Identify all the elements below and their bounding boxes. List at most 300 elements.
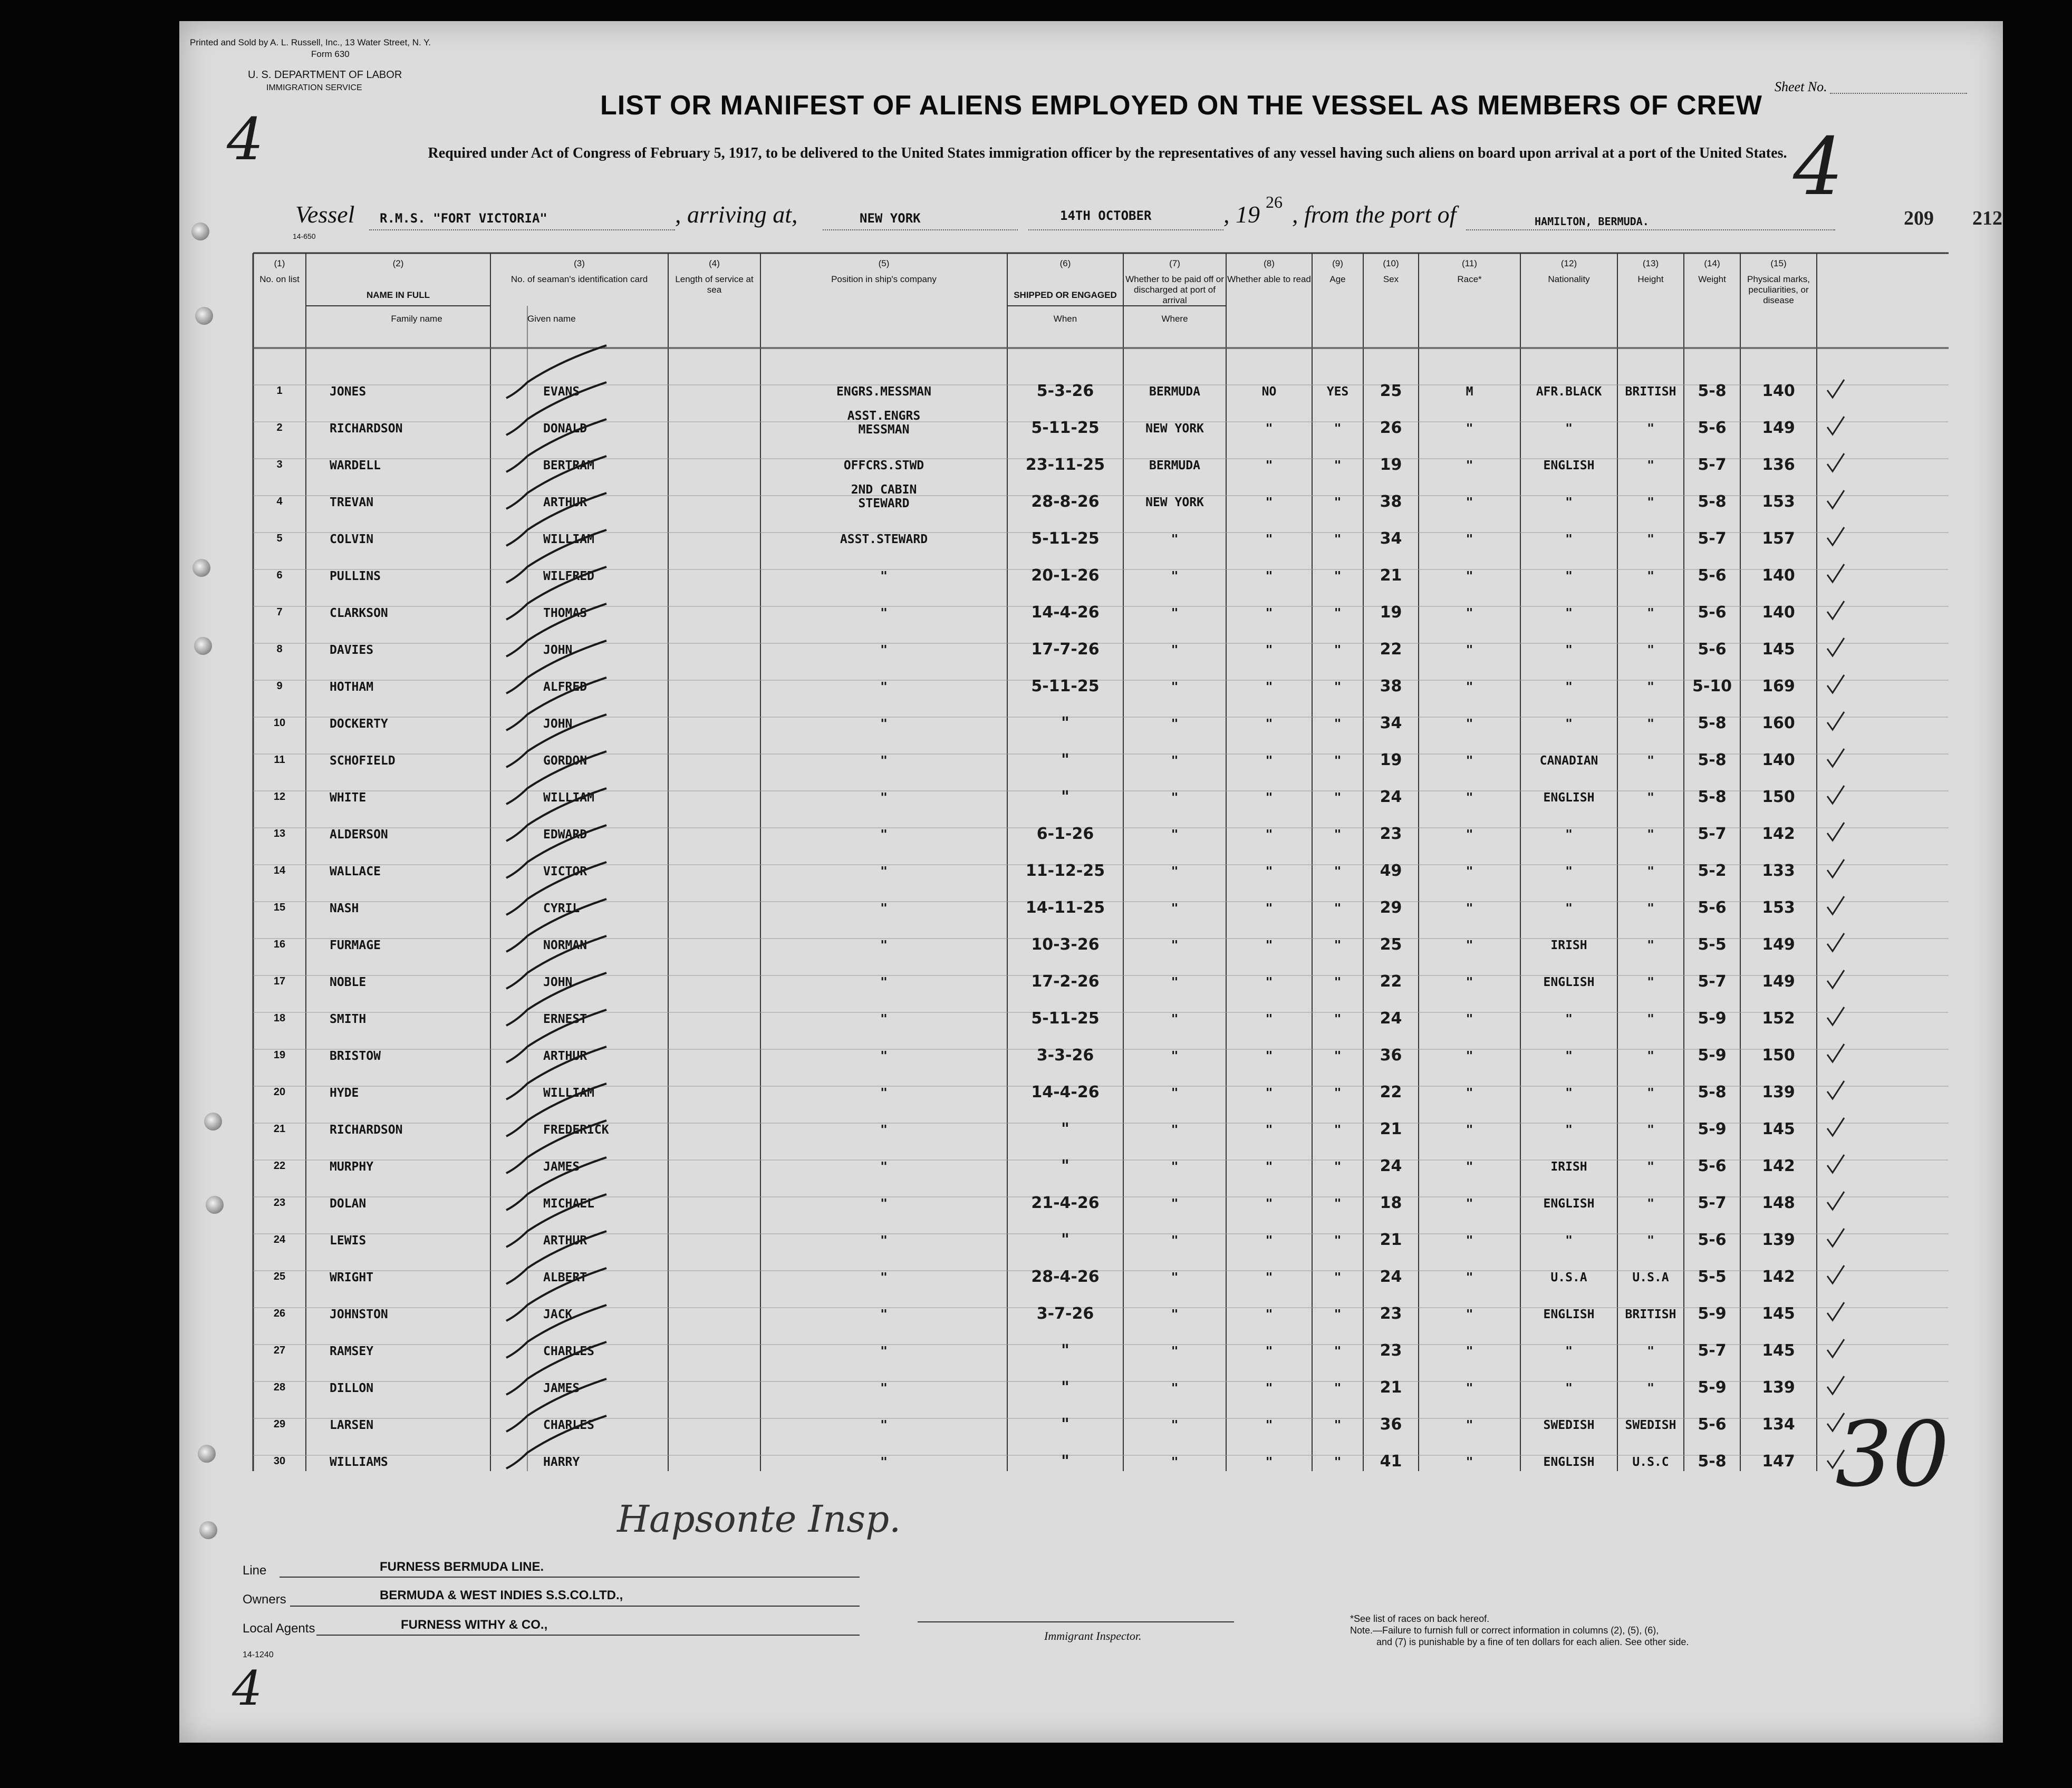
race: " <box>1565 1234 1573 1248</box>
shipped-where: " <box>1171 717 1179 731</box>
race: " <box>1565 533 1573 546</box>
weight: 133 <box>1762 862 1795 880</box>
age: 34 <box>1380 714 1402 732</box>
given-name: CYRIL <box>543 902 580 915</box>
shipped-where: " <box>1171 865 1179 878</box>
position: " <box>880 939 888 952</box>
given-name: ARTHUR <box>543 1234 587 1248</box>
given-name: WILFRED <box>543 569 594 583</box>
shipped-where: " <box>1171 1418 1179 1432</box>
family-name: PULLINS <box>330 569 381 583</box>
column-label: Physical marks, peculiarities, or disease <box>1747 274 1810 305</box>
family-name: RICHARDSON <box>330 422 403 436</box>
shipped-when: " <box>1061 1378 1069 1397</box>
card-check-mark <box>506 973 606 1026</box>
card-check-mark <box>506 1231 606 1284</box>
height: 5-9 <box>1698 1304 1727 1323</box>
physical-check-mark <box>1827 1118 1844 1136</box>
column-number: (11) <box>1462 258 1477 268</box>
column-label: Whether to be paid off or discharged at port of arrival <box>1125 274 1224 305</box>
race: AFR.BLACK <box>1536 385 1602 399</box>
weight: 145 <box>1762 1341 1795 1360</box>
shipped-when: 5-11-25 <box>1031 529 1100 548</box>
hand-marks-layer <box>179 21 2003 1743</box>
shipped-where: BERMUDA <box>1149 385 1200 399</box>
age: 22 <box>1380 1083 1402 1101</box>
race: " <box>1565 1012 1573 1026</box>
card-check-mark <box>506 1342 606 1395</box>
sex: " <box>1466 496 1473 509</box>
shipped-where: " <box>1171 569 1179 583</box>
weight: 145 <box>1762 1304 1795 1323</box>
age: 24 <box>1380 1157 1402 1175</box>
shipped-when: 14-4-26 <box>1031 1083 1100 1101</box>
card-check-mark <box>506 788 606 841</box>
line-label: Line <box>243 1563 267 1578</box>
column-label: Position in ship's company <box>831 274 937 284</box>
card-check-mark <box>506 899 606 952</box>
given-name: JOHN <box>543 643 573 657</box>
position: " <box>880 680 888 694</box>
row-number: 1 <box>276 385 283 397</box>
paid-off: " <box>1265 828 1273 842</box>
sex: " <box>1466 939 1473 952</box>
card-check-mark <box>506 1305 606 1358</box>
sex: " <box>1466 422 1473 436</box>
sub-header: When <box>1053 314 1077 324</box>
height: 5-9 <box>1698 1120 1727 1138</box>
height: 5-7 <box>1698 972 1727 991</box>
age: 21 <box>1380 1120 1402 1138</box>
sex: " <box>1466 1418 1473 1432</box>
position: OFFCRS.STWD <box>843 459 924 472</box>
row-number: 14 <box>273 865 286 876</box>
family-name: SCHOFIELD <box>330 754 396 768</box>
position: ASST.ENGRS MESSMAN <box>847 409 921 437</box>
failure-note-cont: and (7) is punishable by a fine of ten dollars for each alien. See other side. <box>1376 1637 1689 1647</box>
physical-check-mark <box>1827 823 1844 840</box>
weight: 140 <box>1762 751 1795 769</box>
family-name: HOTHAM <box>330 680 374 694</box>
shipped-when: " <box>1061 751 1069 769</box>
nationality: " <box>1647 939 1654 952</box>
given-name: HARRY <box>543 1455 580 1469</box>
paid-off: " <box>1265 496 1273 509</box>
height: 5-8 <box>1698 751 1727 769</box>
race: ENGLISH <box>1543 1197 1595 1211</box>
sex: " <box>1466 1345 1473 1358</box>
physical-check-mark <box>1827 859 1844 877</box>
punch-hole <box>204 1113 222 1130</box>
age: 38 <box>1380 492 1402 511</box>
printer-line: Printed and Sold by A. L. Russell, Inc., 13 Water Street, N. Y. <box>190 37 431 47</box>
paid-off: " <box>1265 754 1273 768</box>
race: CANADIAN <box>1539 754 1598 768</box>
position: " <box>880 717 888 731</box>
position: " <box>880 1455 888 1469</box>
race: " <box>1565 643 1573 657</box>
physical-check-mark <box>1827 1265 1844 1283</box>
position: " <box>880 1160 888 1174</box>
shipped-when: " <box>1061 1120 1069 1138</box>
nationality: U.S.C <box>1632 1455 1669 1469</box>
position: " <box>880 975 888 989</box>
height: 5-6 <box>1698 1415 1727 1434</box>
row-number: 19 <box>273 1049 286 1061</box>
paid-off: " <box>1265 1197 1273 1211</box>
age: 41 <box>1380 1452 1402 1471</box>
paid-off: " <box>1265 717 1273 731</box>
column-number: (13) <box>1642 258 1659 268</box>
race: " <box>1565 828 1573 842</box>
age: 19 <box>1380 456 1402 474</box>
family-name: LARSEN <box>330 1418 374 1432</box>
given-name: JOHN <box>543 975 573 989</box>
sex: " <box>1466 1381 1473 1395</box>
shipped-where: NEW YORK <box>1145 496 1204 509</box>
position: " <box>880 754 888 768</box>
shipped-when: 10-3-26 <box>1031 935 1100 954</box>
height: 5-7 <box>1698 1194 1727 1212</box>
column-label: Sex <box>1383 274 1399 284</box>
age: 22 <box>1380 972 1402 991</box>
nationality: " <box>1647 533 1654 546</box>
weight: 142 <box>1762 1157 1795 1175</box>
paid-off: " <box>1265 1345 1273 1358</box>
row-number: 16 <box>273 939 286 950</box>
form-number: Form 630 <box>311 49 350 59</box>
page-title: LIST OR MANIFEST OF ALIENS EMPLOYED ON THE VESSEL AS MEMBERS OF CREW <box>600 90 1762 121</box>
row-number: 12 <box>273 791 286 803</box>
given-name: BERTRAM <box>543 459 594 472</box>
age: 21 <box>1380 566 1402 585</box>
nationality: " <box>1647 1086 1654 1100</box>
height: 5-6 <box>1698 566 1727 585</box>
family-name: BRISTOW <box>330 1049 381 1063</box>
weight: 147 <box>1762 1452 1795 1471</box>
weight: 150 <box>1762 1046 1795 1065</box>
position: " <box>880 1308 888 1321</box>
age: 22 <box>1380 640 1402 659</box>
column-label: Race* <box>1457 274 1482 284</box>
height: 5-8 <box>1698 1452 1727 1471</box>
physical-check-mark <box>1827 1376 1844 1394</box>
card-check-mark <box>506 1010 606 1062</box>
column-number: (3) <box>574 258 585 268</box>
physical-check-mark <box>1827 527 1844 545</box>
height: 5-6 <box>1698 1157 1727 1175</box>
height: 5-7 <box>1698 825 1727 843</box>
shipped-when: 14-11-25 <box>1025 898 1105 917</box>
race: " <box>1565 606 1573 620</box>
department-label: U. S. DEPARTMENT OF LABOR <box>248 69 402 81</box>
card-check-mark <box>506 1084 606 1136</box>
able-to-read: " <box>1334 865 1342 878</box>
given-name: WILLIAM <box>543 533 594 546</box>
given-name: JOHN <box>543 717 573 731</box>
race: " <box>1565 680 1573 694</box>
sex: " <box>1466 1234 1473 1248</box>
card-check-mark <box>506 567 606 620</box>
sex: " <box>1466 902 1473 915</box>
age: 23 <box>1380 1341 1402 1360</box>
age: 36 <box>1380 1046 1402 1065</box>
nationality: " <box>1647 1197 1654 1211</box>
card-check-mark <box>506 862 606 915</box>
position: " <box>880 606 888 620</box>
race: SWEDISH <box>1543 1418 1595 1432</box>
position: ENGRS.MESSMAN <box>836 385 931 399</box>
column-number: (15) <box>1770 258 1787 268</box>
column-label: NAME IN FULL <box>367 290 430 300</box>
position: " <box>880 1086 888 1100</box>
column-label: No. on list <box>259 274 300 284</box>
physical-check-mark <box>1827 1155 1844 1173</box>
shipped-where: " <box>1171 1123 1179 1137</box>
given-name: JAMES <box>543 1160 580 1174</box>
given-name: DONALD <box>543 422 587 436</box>
nationality: " <box>1647 643 1654 657</box>
shipped-where: " <box>1171 533 1179 546</box>
paid-off: " <box>1265 533 1273 546</box>
able-to-read: " <box>1334 459 1342 472</box>
position: " <box>880 865 888 878</box>
able-to-read: " <box>1334 1160 1342 1174</box>
race: ENGLISH <box>1543 459 1595 472</box>
able-to-read: " <box>1334 422 1342 436</box>
weight: 157 <box>1762 529 1795 548</box>
race: " <box>1565 1345 1573 1358</box>
nationality: U.S.A <box>1632 1271 1669 1284</box>
shipped-when: " <box>1061 1452 1069 1471</box>
sex: " <box>1466 1271 1473 1284</box>
row-number: 20 <box>273 1086 286 1098</box>
paid-off: " <box>1265 1455 1273 1469</box>
physical-check-mark <box>1827 1339 1844 1357</box>
race: " <box>1565 569 1573 583</box>
race: " <box>1565 1123 1573 1137</box>
height: 5-9 <box>1698 1046 1727 1065</box>
able-to-read: " <box>1334 1308 1342 1321</box>
family-name: TREVAN <box>330 496 374 509</box>
height: 5-6 <box>1698 419 1727 437</box>
given-name: THOMAS <box>543 606 587 620</box>
card-check-mark <box>506 1047 606 1099</box>
nationality: " <box>1647 902 1654 915</box>
family-name: LEWIS <box>330 1234 367 1248</box>
paid-off: " <box>1265 459 1273 472</box>
height: 5-9 <box>1698 1378 1727 1397</box>
nationality: SWEDISH <box>1625 1418 1676 1432</box>
service-label: IMMIGRATION SERVICE <box>266 83 362 92</box>
nationality: BRITISH <box>1625 1308 1676 1321</box>
height: 5-6 <box>1698 1231 1727 1249</box>
shipped-where: " <box>1171 1455 1179 1469</box>
row-number: 10 <box>273 717 286 729</box>
year-suffix: 26 <box>1266 192 1283 211</box>
age: 19 <box>1380 603 1402 622</box>
owners-value: BERMUDA & WEST INDIES S.S.CO.LTD., <box>380 1588 623 1602</box>
shipped-when: 17-2-26 <box>1031 972 1100 991</box>
age: 36 <box>1380 1415 1402 1434</box>
card-check-mark <box>506 678 606 730</box>
weight: 149 <box>1762 419 1795 437</box>
position: " <box>880 1345 888 1358</box>
nationality: " <box>1647 791 1654 805</box>
row-number: 5 <box>276 533 283 544</box>
position: " <box>880 791 888 805</box>
weight: 142 <box>1762 825 1795 843</box>
column-label: Age <box>1329 274 1346 284</box>
race: " <box>1565 902 1573 915</box>
column-number: (8) <box>1264 258 1275 268</box>
race: ENGLISH <box>1543 791 1595 805</box>
column-number: (6) <box>1059 258 1071 268</box>
physical-check-mark <box>1827 1192 1844 1210</box>
sex: " <box>1466 975 1473 989</box>
hand-mark-top-left: 4 <box>227 105 264 173</box>
race: " <box>1565 422 1573 436</box>
stamp-number-edge: 212 <box>1972 207 2002 229</box>
nationality: " <box>1647 1160 1654 1174</box>
given-name: WILLIAM <box>543 791 594 805</box>
weight: 153 <box>1762 898 1795 917</box>
row-number: 25 <box>273 1271 286 1282</box>
nationality: " <box>1647 1381 1654 1395</box>
family-name: DILLON <box>330 1381 374 1395</box>
card-check-mark <box>506 604 606 656</box>
sub-header: Family name <box>391 314 442 324</box>
weight: 149 <box>1762 972 1795 991</box>
paid-off: " <box>1265 643 1273 657</box>
sub-header: Given name <box>527 314 576 324</box>
row-number: 29 <box>273 1418 286 1430</box>
from-label: , from the port of <box>1292 201 1457 228</box>
physical-check-mark <box>1827 712 1844 730</box>
physical-check-mark <box>1827 933 1844 951</box>
physical-check-mark <box>1827 1229 1844 1246</box>
given-name: ALFRED <box>543 680 587 694</box>
physical-check-mark <box>1827 453 1844 471</box>
column-label: Weight <box>1698 274 1726 284</box>
punch-hole <box>191 223 209 240</box>
column-number: (2) <box>392 258 404 268</box>
given-name: ALBERT <box>543 1271 587 1284</box>
stamp-number: 209 <box>1904 207 1934 229</box>
column-label: Whether able to read <box>1227 274 1311 284</box>
row-number: 24 <box>273 1234 286 1245</box>
sex: " <box>1466 1012 1473 1026</box>
card-check-mark <box>506 1379 606 1432</box>
age: 34 <box>1380 529 1402 548</box>
given-name: EVANS <box>543 385 580 399</box>
row-number: 9 <box>276 680 283 692</box>
able-to-read: YES <box>1326 385 1349 399</box>
shipped-where: " <box>1171 643 1179 657</box>
paid-off: " <box>1265 1123 1273 1137</box>
given-name: NORMAN <box>543 939 587 952</box>
column-label: No. of seaman's identification card <box>510 274 648 284</box>
card-check-mark <box>506 419 606 472</box>
row-number: 8 <box>276 643 283 655</box>
family-name: ALDERSON <box>330 828 388 842</box>
row-number: 11 <box>274 754 285 766</box>
nationality: " <box>1647 754 1654 768</box>
age: 21 <box>1380 1378 1402 1397</box>
sex: " <box>1466 865 1473 878</box>
punch-hole <box>192 559 210 577</box>
family-name: JONES <box>330 385 367 399</box>
vessel-label: Vessel <box>295 201 355 228</box>
sex: " <box>1466 1049 1473 1063</box>
paid-off: " <box>1265 1381 1273 1395</box>
given-name: ERNEST <box>543 1012 587 1026</box>
failure-note: Note.—Failure to furnish full or correct information in columns (2), (5), (6), <box>1350 1625 1659 1636</box>
family-name: FURMAGE <box>330 939 381 952</box>
column-label: SHIPPED OR ENGAGED <box>1014 290 1117 300</box>
shipped-where: " <box>1171 1086 1179 1100</box>
family-name: WILLIAMS <box>330 1455 388 1469</box>
column-number: (12) <box>1560 258 1577 268</box>
race: IRISH <box>1550 939 1587 952</box>
nationality: " <box>1647 496 1654 509</box>
physical-check-mark <box>1827 1081 1844 1099</box>
given-name: FREDERICK <box>543 1123 609 1137</box>
weight: 140 <box>1762 382 1795 400</box>
row-number: 6 <box>276 569 283 581</box>
sex: " <box>1466 754 1473 768</box>
card-check-mark <box>506 641 606 693</box>
inspector-signature: Hapsonte Insp. <box>617 1497 901 1541</box>
shipped-when: 5-11-25 <box>1031 1009 1100 1028</box>
paid-off: " <box>1265 865 1273 878</box>
race: ENGLISH <box>1543 1308 1595 1321</box>
physical-check-mark <box>1827 1044 1844 1062</box>
given-name: ARTHUR <box>543 1049 587 1063</box>
weight: 145 <box>1762 1120 1795 1138</box>
shipped-where: " <box>1171 1308 1179 1321</box>
physical-check-mark <box>1827 970 1844 988</box>
column-label: Nationality <box>1548 274 1590 284</box>
form-code: 14-650 <box>293 232 316 240</box>
shipped-when: 14-4-26 <box>1031 603 1100 622</box>
able-to-read: " <box>1334 1012 1342 1026</box>
nationality: " <box>1647 828 1654 842</box>
position: " <box>880 1234 888 1248</box>
height: 5-9 <box>1698 1009 1727 1028</box>
weight: 169 <box>1762 677 1795 695</box>
shipped-when: " <box>1061 1157 1069 1175</box>
race: " <box>1565 717 1573 731</box>
height: 5-5 <box>1698 935 1727 954</box>
weight: 153 <box>1762 492 1795 511</box>
shipped-when: " <box>1061 1415 1069 1434</box>
row-number: 17 <box>273 975 286 987</box>
paid-off: " <box>1265 1271 1273 1284</box>
sub-header: Where <box>1161 314 1188 324</box>
shipped-when: 11-12-25 <box>1025 862 1105 880</box>
height: 5-10 <box>1692 677 1732 695</box>
age: 24 <box>1380 1268 1402 1286</box>
position: " <box>880 1197 888 1211</box>
able-to-read: " <box>1334 791 1342 805</box>
given-name: MICHAEL <box>543 1197 594 1211</box>
given-name: CHARLES <box>543 1345 594 1358</box>
arriving-port: NEW YORK <box>860 211 921 226</box>
owners-label: Owners <box>243 1592 286 1607</box>
column-number: (9) <box>1332 258 1343 268</box>
row-number: 22 <box>273 1160 286 1172</box>
